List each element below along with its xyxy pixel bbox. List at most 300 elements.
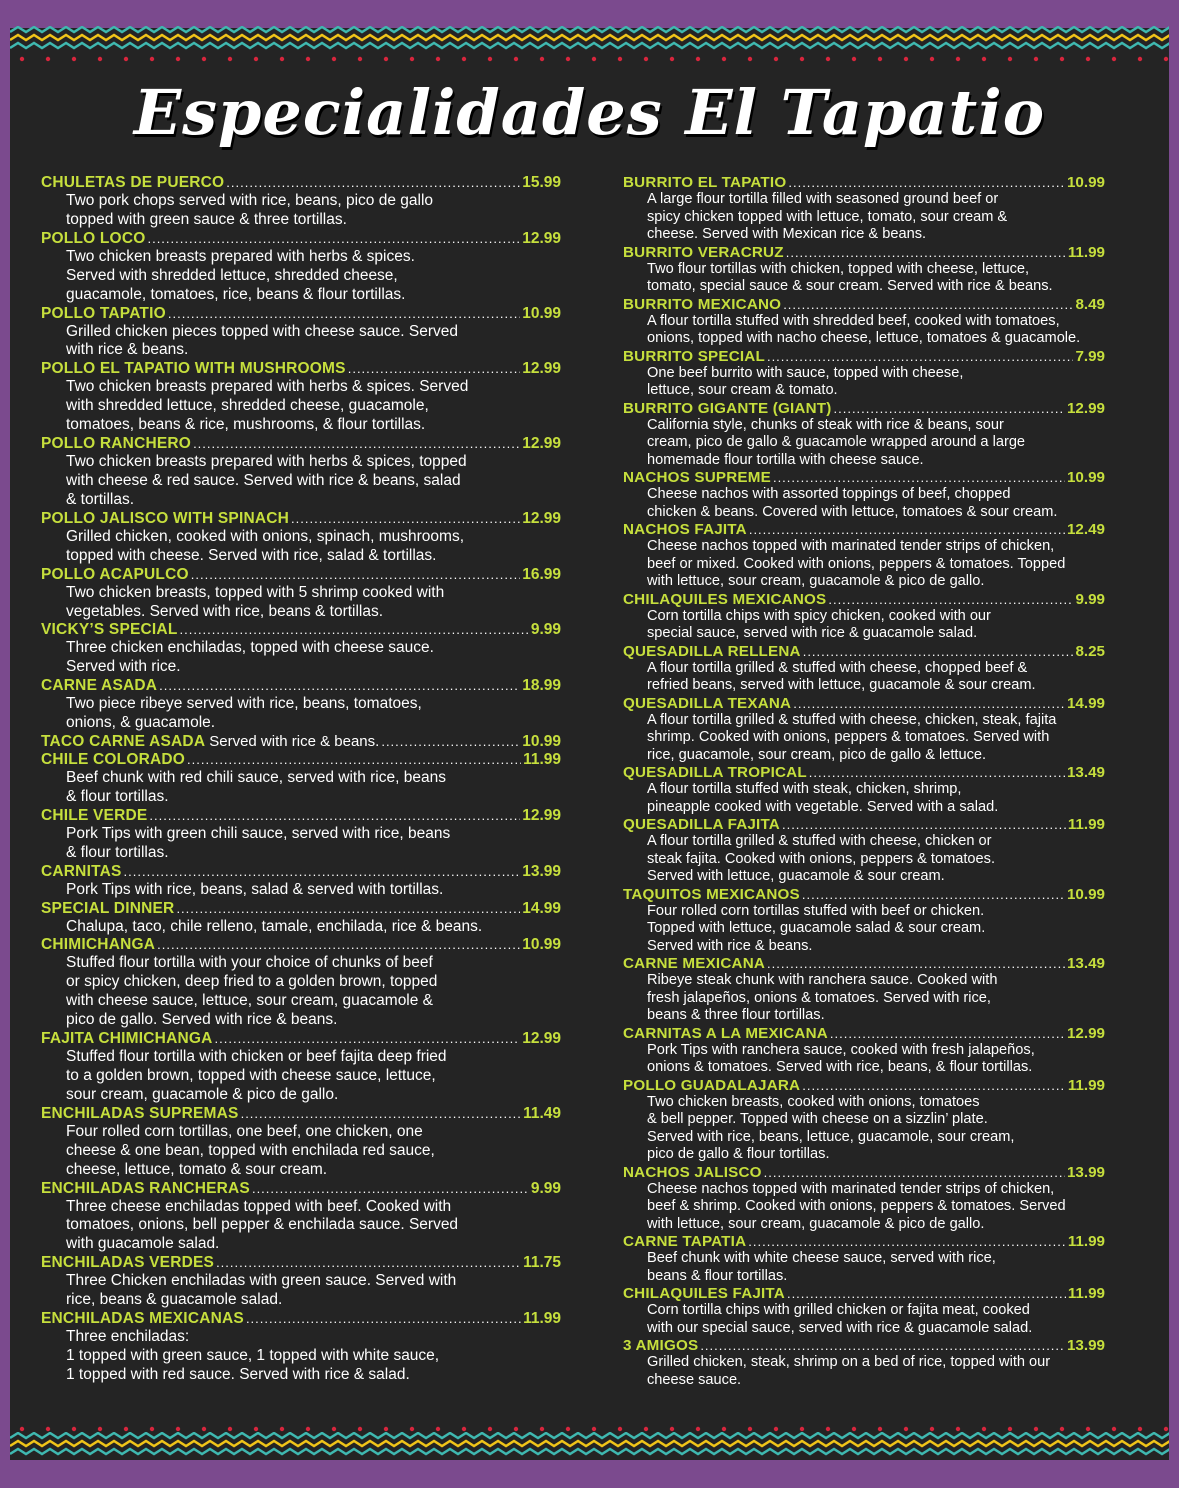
zigzag-line bbox=[10, 1449, 1169, 1454]
decor-dot bbox=[488, 1427, 492, 1431]
menu-item-header bbox=[623, 1285, 1105, 1302]
menu-item bbox=[41, 677, 561, 733]
decor-dot bbox=[254, 1427, 258, 1431]
menu-item-description: Corn tortilla chips with spicy chicken, cooked with our special sauce, served with rice & guacamole salad. bbox=[647, 607, 991, 641]
decor-dot bbox=[800, 1427, 804, 1431]
menu-item-description: Two pork chops served with rice, beans, pico de gallo topped with green sauce & three tortillas. bbox=[66, 192, 434, 228]
menu-item-header bbox=[41, 174, 561, 192]
menu-item-name: CHILAQUILES FAJITA bbox=[623, 1285, 785, 1302]
decor-dot bbox=[618, 1427, 622, 1431]
menu-item-header bbox=[41, 435, 561, 453]
dot-leader bbox=[748, 1234, 1066, 1249]
menu-item-header bbox=[41, 751, 561, 769]
decor-dot bbox=[358, 57, 362, 61]
decor-dot bbox=[1138, 57, 1142, 61]
dot-leader bbox=[802, 887, 1065, 902]
menu-item-name: BURRITO GIGANTE (GIANT) bbox=[623, 399, 832, 417]
menu-item-header bbox=[41, 733, 561, 751]
menu-item-name: TACO CARNE ASADA bbox=[41, 733, 206, 751]
menu-item-price: 7.99 bbox=[1075, 347, 1105, 365]
menu-item bbox=[41, 751, 561, 807]
menu-item-description: Two chicken breasts, topped with 5 shrimp cooked with vegetables. Served with rice, beans & tortillas. bbox=[66, 583, 445, 620]
menu-item-name: QUESADILLA RELLENA bbox=[623, 642, 801, 660]
dot-leader bbox=[767, 349, 1073, 364]
menu-item-name: CARNITAS bbox=[41, 862, 122, 880]
menu-item bbox=[623, 244, 1105, 296]
menu-item-header bbox=[623, 400, 1105, 417]
bottom-zigzag-decoration bbox=[10, 1432, 1169, 1462]
menu-item bbox=[623, 469, 1105, 521]
menu-item bbox=[41, 807, 561, 863]
menu-item-header bbox=[623, 1337, 1105, 1354]
dot-leader bbox=[193, 436, 520, 451]
menu-item-header bbox=[41, 936, 561, 954]
decor-dot bbox=[280, 1427, 284, 1431]
menu-item-name: POLLO ACAPULCO bbox=[41, 565, 189, 583]
dot-leader bbox=[180, 622, 529, 637]
menu-item-name: POLLO LOCO bbox=[41, 229, 146, 247]
menu-item-name: CARNE MEXICANA bbox=[623, 955, 766, 972]
decor-dot bbox=[1008, 1427, 1012, 1431]
menu-item-name: POLLO TAPATIO bbox=[41, 304, 166, 322]
decor-dot bbox=[540, 1427, 544, 1431]
decor-dot bbox=[514, 1427, 518, 1431]
menu-item-header bbox=[41, 807, 561, 825]
menu-item-description: Stuffed flour tortilla with your choice of chunks of beef or spicy chicken, deep fried to a golden brown, topped with cheese sauce, lettuce, sour cream, guacamole & pico de gallo. Served with rice & beans. bbox=[66, 954, 438, 1029]
menu-item-price: 12.99 bbox=[522, 435, 561, 453]
menu-item bbox=[41, 1030, 561, 1105]
decor-dot bbox=[982, 57, 986, 61]
menu-item-name: CHILE COLORADO bbox=[41, 751, 186, 769]
menu-item-description: Three enchiladas: 1 topped with green sauce, 1 topped with white sauce, 1 topped with red sauce. Served with rice & salad. bbox=[66, 1328, 440, 1383]
menu-item-header bbox=[41, 360, 561, 378]
dot-leader bbox=[147, 231, 520, 246]
decor-dot bbox=[852, 57, 856, 61]
decor-dot bbox=[150, 1427, 154, 1431]
decor-dot bbox=[670, 57, 674, 61]
menu-item-name: POLLO EL TAPATIO WITH MUSHROOMS bbox=[41, 360, 346, 378]
dot-leader bbox=[782, 817, 1066, 832]
menu-item-price: 13.99 bbox=[1066, 1163, 1105, 1181]
menu-item-price: 10.99 bbox=[1066, 174, 1105, 191]
decor-dot bbox=[202, 57, 206, 61]
decor-dot bbox=[384, 1427, 388, 1431]
menu-item bbox=[623, 348, 1105, 400]
decor-dot bbox=[670, 1427, 674, 1431]
decor-dot bbox=[878, 57, 882, 61]
menu-item-header bbox=[623, 764, 1105, 781]
dot-leader bbox=[124, 864, 521, 879]
decor-dot bbox=[20, 57, 24, 61]
menu-item-price: 12.49 bbox=[1066, 521, 1105, 538]
menu-item-price: 10.99 bbox=[522, 936, 561, 954]
decor-dot bbox=[228, 1427, 232, 1431]
menu-item bbox=[41, 1310, 561, 1385]
dot-leader bbox=[802, 1078, 1066, 1093]
decor-dot bbox=[228, 57, 232, 61]
menu-item bbox=[623, 296, 1105, 348]
menu-item-description: Two chicken breasts prepared with herbs & spices. Served with shredded lettuce, shredded cheese, guacamole, tomatoes, rice, beans & flour tortillas. bbox=[66, 247, 415, 303]
menu-item-price: 10.99 bbox=[522, 304, 561, 322]
dot-leader bbox=[767, 956, 1065, 971]
decor-dot bbox=[878, 1427, 882, 1431]
menu-item-price: 12.99 bbox=[522, 806, 561, 824]
menu-item bbox=[41, 621, 561, 677]
menu-item bbox=[623, 1233, 1105, 1285]
menu-item-price: 12.99 bbox=[522, 509, 561, 527]
menu-item-header bbox=[623, 695, 1105, 712]
decor-dot bbox=[618, 57, 622, 61]
menu-item-name: QUESADILLA FAJITA bbox=[623, 816, 780, 833]
menu-item-description: Stuffed flour tortilla with chicken or beef fajita deep fried to a golden brown, topped with cheese sauce, lettuce, sour cream, guacamole & pico de gallo. bbox=[66, 1048, 447, 1103]
menu-item-header bbox=[623, 1164, 1105, 1181]
menu-item-header bbox=[623, 174, 1105, 191]
decor-dot bbox=[982, 1427, 986, 1431]
menu-item-name: CHULETAS DE PUERCO bbox=[41, 174, 225, 191]
dot-leader bbox=[830, 1026, 1065, 1041]
dot-leader bbox=[216, 1255, 521, 1270]
decor-dot bbox=[98, 57, 102, 61]
menu-item-description: Cheese nachos topped with marinated tender strips of chicken, beef & shrimp. Cooked with onions, peppers & tomatoes. Served with lettuce, sour cream, guacamole & pico de gallo. bbox=[647, 1180, 1066, 1232]
dot-leader bbox=[191, 567, 520, 582]
menu-item-header bbox=[41, 566, 561, 584]
menu-item-price: 11.49 bbox=[523, 1104, 561, 1122]
menu-item-price: 12.99 bbox=[522, 360, 561, 378]
decor-dot bbox=[826, 1427, 830, 1431]
menu-item bbox=[41, 305, 561, 361]
dot-leader bbox=[157, 937, 520, 952]
decor-dot bbox=[462, 1427, 466, 1431]
menu-item-price: 10.99 bbox=[522, 733, 561, 751]
menu-item-description: Pork Tips with ranchera sauce, cooked with fresh jalapeños, onions & tomatoes. Served with rice, beans, & flour tortillas. bbox=[647, 1041, 1035, 1075]
menu-item bbox=[41, 1254, 561, 1310]
menu-item-description: Pork Tips with rice, beans, salad & served with tortillas. bbox=[66, 880, 444, 898]
menu-item-description: Two flour tortillas with chicken, topped with cheese, lettuce, tomato, special sauce & sour cream. Served with rice & beans. bbox=[647, 260, 1053, 294]
menu-item-header bbox=[41, 1180, 561, 1198]
decor-dot bbox=[1034, 57, 1038, 61]
menu-item-name: CHIMICHANGA bbox=[41, 936, 156, 954]
menu-page bbox=[10, 0, 1169, 1488]
menu-item-note: Served with rice & beans. bbox=[209, 733, 380, 751]
dot-leader bbox=[241, 1106, 521, 1121]
menu-item-name: TAQUITOS MEXICANOS bbox=[623, 885, 800, 903]
menu-item bbox=[623, 174, 1105, 244]
menu-item-description: A flour tortilla grilled & stuffed with cheese, chopped beef & refried beans, served with lettuce, guacamole & sour cream. bbox=[647, 659, 1036, 693]
dot-leader bbox=[215, 1031, 521, 1046]
decor-dot bbox=[46, 1427, 50, 1431]
menu-item-price: 13.99 bbox=[522, 862, 561, 880]
menu-item-price: 11.99 bbox=[523, 751, 561, 769]
menu-item-name: ENCHILADAS VERDES bbox=[41, 1254, 215, 1272]
menu-item-header bbox=[623, 244, 1105, 261]
menu-item-price: 15.99 bbox=[522, 174, 561, 191]
dot-leader bbox=[291, 511, 520, 526]
dot-leader bbox=[187, 752, 521, 767]
dot-leader bbox=[788, 175, 1065, 190]
menu-item-description: Pork Tips with green chili sauce, served with rice, beans & flour tortillas. bbox=[66, 824, 451, 861]
decor-dot bbox=[800, 57, 804, 61]
menu-item-description: Cheese nachos topped with marinated tender strips of chicken, beef or mixed. Cooked with onions, peppers & tomatoes. Topped with lettuce, sour cream, guacamole & pico de gallo. bbox=[647, 538, 1066, 589]
decor-dot bbox=[1164, 57, 1168, 61]
decor-dot bbox=[150, 57, 154, 61]
menu-item-description: Two chicken breasts prepared with herbs & spices, topped with cheese & red sauce. Served with rice & beans, salad & tortillas. bbox=[66, 453, 467, 508]
menu-item-name: CARNITAS A LA MEXICANA bbox=[623, 1024, 828, 1042]
decor-dot bbox=[852, 1427, 856, 1431]
menu-item-name: ENCHILADAS MEXICANAS bbox=[41, 1310, 244, 1328]
menu-item bbox=[623, 886, 1105, 956]
decor-dot bbox=[904, 57, 908, 61]
menu-item-name: POLLO JALISCO WITH SPINACH bbox=[41, 509, 290, 527]
menu-item-price: 9.99 bbox=[530, 621, 561, 639]
menu-item-header bbox=[623, 955, 1105, 972]
decor-dot bbox=[696, 1427, 700, 1431]
menu-item-price: 18.99 bbox=[522, 677, 561, 695]
menu-item bbox=[623, 643, 1105, 695]
decor-dot bbox=[1034, 1427, 1038, 1431]
menu-item bbox=[623, 764, 1105, 816]
menu-item-description: Cheese nachos with assorted toppings of beef, chopped chicken & beans. Covered with lettuce, tomatoes & sour cream. bbox=[647, 486, 1058, 520]
dot-leader bbox=[764, 1165, 1065, 1180]
decor-dot bbox=[176, 1427, 180, 1431]
menu-item-name: NACHOS JALISCO bbox=[623, 1163, 762, 1181]
menu-item-description: California style, chunks of steak with rice & beans, sour cream, pico de gallo & guacamole wrapped around a large homemade flour tortilla with cheese sauce. bbox=[647, 416, 1026, 468]
menu-item-description: A flour tortilla grilled & stuffed with cheese, chicken, steak, fajita shrimp. Cooked with onions, peppers & tomatoes. Served with rice, guacamole, sour cream, pico de gallo & lettuce. bbox=[647, 711, 1057, 763]
decor-dot bbox=[722, 1427, 726, 1431]
menu-item-description: Beef chunk with red chili sauce, served with rice, beans & flour tortillas. bbox=[66, 769, 446, 805]
decor-dot bbox=[436, 57, 440, 61]
decor-dot bbox=[774, 57, 778, 61]
menu-item-description: A flour tortilla stuffed with steak, chicken, shrimp, pineapple cooked with vegetable. Served with a salad. bbox=[647, 781, 999, 815]
menu-item-description: Ribeye steak chunk with ranchera sauce. Cooked with fresh jalapeños, onions & tomatoes. Served with rice, beans & three flour tortillas. bbox=[647, 972, 998, 1023]
decor-dot bbox=[124, 57, 128, 61]
dot-leader bbox=[700, 1338, 1065, 1353]
menu-item-header bbox=[623, 816, 1105, 833]
menu-item-name: POLLO GUADALAJARA bbox=[623, 1076, 801, 1094]
decor-dot bbox=[540, 57, 544, 61]
dot-leader bbox=[783, 297, 1073, 312]
dot-leader bbox=[226, 175, 520, 190]
decor-dot bbox=[748, 57, 752, 61]
menu-item-name: CHILE VERDE bbox=[41, 806, 148, 824]
menu-item-name: CARNE ASADA bbox=[41, 677, 158, 695]
menu-item-header bbox=[41, 305, 561, 323]
menu-item-price: 14.99 bbox=[1066, 694, 1105, 712]
decor-dot bbox=[748, 1427, 752, 1431]
menu-item-description: A large flour tortilla filled with seasoned ground beef or spicy chicken topped with lettuce, tomato, sour cream & cheese. Served with Mexican rice & beans. bbox=[647, 191, 1008, 242]
menu-item-header bbox=[41, 510, 561, 528]
menu-item-name: BURRITO MEXICANO bbox=[623, 295, 782, 313]
decor-dot bbox=[124, 1427, 128, 1431]
menu-item bbox=[41, 510, 561, 566]
decor-dot bbox=[98, 1427, 102, 1431]
decor-dot bbox=[176, 57, 180, 61]
menu-item-price: 12.99 bbox=[1066, 399, 1105, 417]
decor-dot bbox=[1060, 57, 1064, 61]
decor-dot bbox=[956, 1427, 960, 1431]
decor-dot bbox=[592, 1427, 596, 1431]
menu-item-price: 11.99 bbox=[1067, 816, 1105, 833]
decor-dot bbox=[384, 57, 388, 61]
dot-leader bbox=[828, 592, 1073, 607]
decor-dot bbox=[332, 57, 336, 61]
zigzag-line bbox=[10, 1441, 1169, 1446]
dot-leader bbox=[381, 734, 520, 749]
menu-item-header bbox=[41, 1030, 561, 1048]
menu-item-description: One beef burrito with sauce, topped with cheese, lettuce, sour cream & tomato. bbox=[647, 364, 964, 398]
menu-item bbox=[623, 1337, 1105, 1389]
menu-item-description: Corn tortilla chips with grilled chicken or fajita meat, cooked with our special sauce, served with rice & guacamole salad. bbox=[647, 1302, 1033, 1336]
menu-item-description: Two chicken breasts, cooked with onions, tomatoes & bell pepper. Topped with cheese on a sizzlin’ plate. Served with rice, beans, lettuce, guacamole, sour cream, pico de gallo & flour tortillas. bbox=[647, 1093, 1015, 1162]
dot-leader bbox=[149, 808, 520, 823]
menu-item-description: Grilled chicken, steak, shrimp on a bed of rice, topped with our cheese sauce. bbox=[647, 1354, 1051, 1388]
menu-item-price: 11.99 bbox=[523, 1310, 561, 1328]
menu-item-description: Chalupa, taco, chile relleno, tamale, enchilada, rice & beans. bbox=[66, 917, 483, 935]
decor-dot bbox=[1086, 1427, 1090, 1431]
menu-item-price: 10.99 bbox=[1066, 885, 1105, 903]
menu-item bbox=[41, 863, 561, 900]
menu-item-header bbox=[41, 677, 561, 695]
dot-leader bbox=[252, 1181, 529, 1196]
menu-item-name: CARNE TAPATIA bbox=[623, 1233, 747, 1250]
decor-dot bbox=[774, 1427, 778, 1431]
dot-leader bbox=[159, 678, 520, 693]
decor-dot bbox=[72, 1427, 76, 1431]
menu-item-name: VICKY’S SPECIAL bbox=[41, 621, 178, 639]
dot-leader bbox=[787, 1286, 1066, 1301]
decor-dot bbox=[20, 1427, 24, 1431]
menu-item-header bbox=[41, 1254, 561, 1272]
menu-item-header bbox=[623, 469, 1105, 486]
menu-item bbox=[623, 400, 1105, 470]
menu-item bbox=[41, 566, 561, 622]
decor-dot bbox=[1112, 1427, 1116, 1431]
zigzag-line bbox=[10, 27, 1169, 32]
menu-item-name: SPECIAL DINNER bbox=[41, 899, 175, 917]
menu-item-description: Grilled chicken pieces topped with cheese sauce. Served with rice & beans. bbox=[66, 322, 459, 359]
decor-dot bbox=[410, 57, 414, 61]
menu-item-price: 11.99 bbox=[1067, 1233, 1105, 1250]
menu-item-price: 12.99 bbox=[522, 1030, 561, 1048]
menu-item-name: FAJITA CHIMICHANGA bbox=[41, 1030, 213, 1048]
decor-dot bbox=[254, 57, 258, 61]
menu-item bbox=[623, 816, 1105, 886]
decor-dot bbox=[1138, 1427, 1142, 1431]
dot-leader bbox=[786, 245, 1066, 260]
top-dots-decoration bbox=[10, 52, 1169, 66]
decor-dot bbox=[1086, 57, 1090, 61]
menu-item-name: QUESADILLA TROPICAL bbox=[623, 764, 807, 781]
menu-item-header bbox=[41, 863, 561, 881]
decor-dot bbox=[956, 57, 960, 61]
decor-dot bbox=[280, 57, 284, 61]
dot-leader bbox=[348, 361, 520, 376]
menu-item-price: 9.99 bbox=[1075, 590, 1105, 608]
decor-dot bbox=[592, 57, 596, 61]
menu-item bbox=[623, 591, 1105, 643]
dot-leader bbox=[793, 696, 1065, 711]
menu-item-price: 10.99 bbox=[1066, 469, 1105, 486]
menu-item-name: QUESADILLA TEXANA bbox=[623, 694, 792, 712]
decor-dot bbox=[722, 57, 726, 61]
menu-item-description: Two piece ribeye served with rice, beans, tomatoes, onions, & guacamole. bbox=[66, 695, 422, 732]
menu-item-price: 11.99 bbox=[1067, 243, 1105, 261]
menu-item-price: 16.99 bbox=[522, 565, 561, 583]
menu-item bbox=[623, 521, 1105, 591]
menu-item-price: 8.25 bbox=[1075, 642, 1105, 660]
menu-item bbox=[623, 1164, 1105, 1234]
menu-item-header bbox=[623, 1077, 1105, 1094]
menu-item-price: 13.49 bbox=[1066, 764, 1105, 781]
menu-item-header bbox=[623, 643, 1105, 660]
menu-item-header bbox=[623, 886, 1105, 903]
menu-item-header bbox=[623, 591, 1105, 608]
menu-item-description: Three Chicken enchiladas with green sauce. Served with rice, beans & guacamole salad. bbox=[66, 1272, 457, 1309]
decor-dot bbox=[826, 57, 830, 61]
decor-dot bbox=[514, 57, 518, 61]
decor-dot bbox=[332, 1427, 336, 1431]
menu-item-header bbox=[623, 1025, 1105, 1042]
menu-item-price: 12.99 bbox=[1066, 1024, 1105, 1042]
decor-dot bbox=[1008, 57, 1012, 61]
menu-item-description: Two chicken breasts prepared with herbs & spices. Served with shredded lettuce, shredded cheese, guacamole, tomatoes, beans & rice, mushrooms, & flour tortillas. bbox=[66, 378, 469, 434]
menu-item-price: 11.99 bbox=[1067, 1076, 1105, 1094]
menu-item bbox=[41, 1180, 561, 1255]
menu-item bbox=[623, 1025, 1105, 1077]
dot-leader bbox=[749, 522, 1065, 537]
menu-item-price: 8.49 bbox=[1075, 295, 1105, 313]
dot-leader bbox=[803, 644, 1074, 659]
dot-leader bbox=[834, 401, 1065, 416]
menu-item-price: 14.99 bbox=[522, 899, 561, 917]
menu-item-name: POLLO RANCHERO bbox=[41, 435, 192, 453]
menu-item-description: Three chicken enchiladas, topped with cheese sauce. Served with rice. bbox=[66, 639, 434, 676]
menu-item bbox=[41, 435, 561, 510]
menu-item-price: 11.75 bbox=[523, 1254, 561, 1272]
decor-dot bbox=[566, 1427, 570, 1431]
menu-item-name: CHILAQUILES MEXICANOS bbox=[623, 590, 827, 608]
menu-item bbox=[41, 360, 561, 435]
top-border bbox=[10, 0, 1169, 28]
menu-item bbox=[623, 1285, 1105, 1337]
menu-item-name: BURRITO EL TAPATIO bbox=[623, 174, 787, 191]
menu-item-description: A flour tortilla stuffed with shredded beef, cooked with tomatoes, onions, topped with nacho cheese, lettuce, tomatoes & guacamole. bbox=[647, 312, 1081, 346]
menu-item bbox=[41, 1105, 561, 1180]
menu-item-description: Grilled chicken, cooked with onions, spinach, mushrooms, topped with cheese. Served with rice, salad & tortillas. bbox=[66, 527, 465, 564]
dot-leader bbox=[809, 765, 1065, 780]
menu-item bbox=[41, 936, 561, 1030]
menu-item-name: BURRITO SPECIAL bbox=[623, 347, 765, 365]
dot-leader bbox=[168, 306, 520, 321]
menu-item-header bbox=[41, 230, 561, 248]
menu-item bbox=[41, 900, 561, 937]
menu-item bbox=[41, 733, 561, 751]
menu-item-price: 9.99 bbox=[530, 1179, 561, 1197]
decor-dot bbox=[72, 57, 76, 61]
menu-item-name: 3 AMIGOS bbox=[623, 1337, 699, 1354]
decor-dot bbox=[488, 57, 492, 61]
menu-item bbox=[41, 230, 561, 305]
menu-item-header bbox=[41, 1310, 561, 1328]
zigzag-line bbox=[10, 43, 1169, 48]
decor-dot bbox=[696, 57, 700, 61]
decor-dot bbox=[566, 57, 570, 61]
menu-item bbox=[41, 174, 561, 230]
menu-item-name: ENCHILADAS RANCHERAS bbox=[41, 1179, 250, 1197]
decor-dot bbox=[358, 1427, 362, 1431]
decor-dot bbox=[46, 57, 50, 61]
menu-item-header bbox=[623, 296, 1105, 313]
menu-item-price: 11.99 bbox=[1067, 1285, 1105, 1302]
